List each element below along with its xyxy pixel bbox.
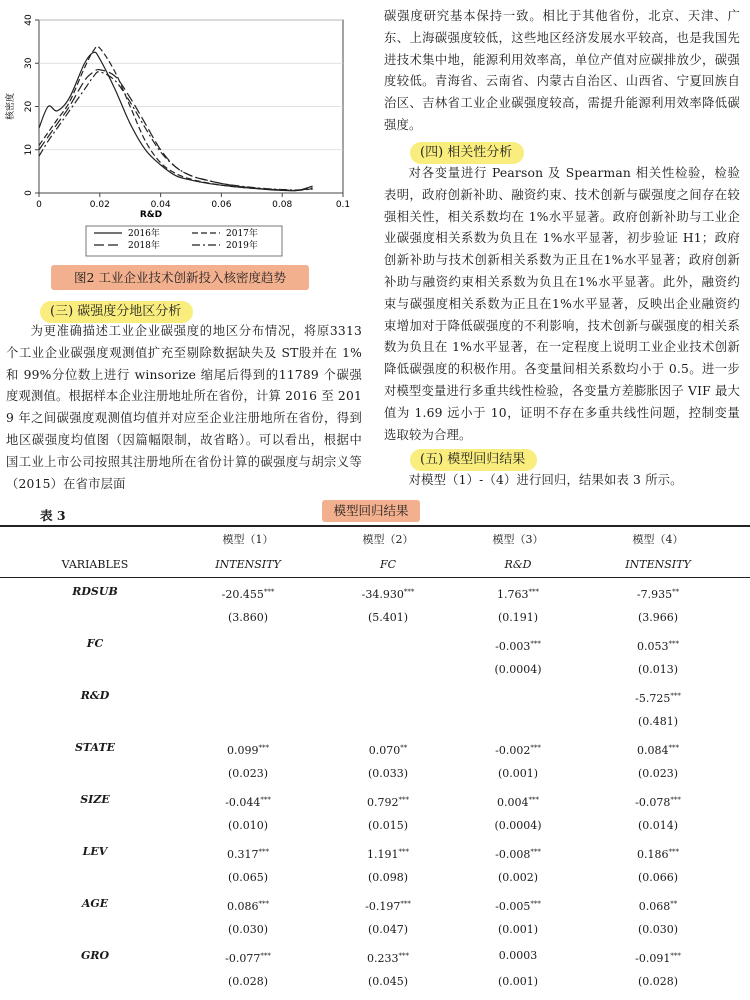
legend-label: 2016年 — [128, 229, 160, 239]
coefficient-cell: -0.005*** — [495, 900, 541, 913]
dependent-variable-header: INTENSITY — [215, 558, 281, 571]
std-error-cell: (0.013) — [637, 663, 679, 676]
coefficient-cell: -5.725*** — [635, 692, 681, 705]
coefficient-cell: -0.002*** — [495, 744, 541, 757]
section-5-paragraph: 对模型（1）-（4）进行回归，结果如表 3 所示。 — [408, 473, 683, 487]
kernel-density-chart — [0, 0, 366, 262]
row-variable-name: AGE — [81, 897, 109, 910]
std-error-cell: (0.047) — [367, 923, 409, 936]
section-4-paragraph: 对各变量进行 Pearson 及 Spearman 相关性检验，检验表明，政府创新补助、融资约束、技术创新与碳强度之间存在较强相关性，相关系数均在 1%水平显著。政府创新补助与工业企业碳强度相关系数为负且在 1%水平显著，初步验证 H1；政府创新补助与技术创新相关系数为正且在1%水平显著；政府创新补助与融资约束相关系数为负且在1%水平显著。此外，融资约束与碳强度相关系数为正且在1%水平显著，反映出企业融资约束增加对于降低碳强度的不利影响，技术创新与碳强度的相关系数为负且在 1%水平显著，在一定程度上说明工业企业技术创新降低碳强度的积极作用。各变量间相关系数均小于 0.5。进一步对模型变量进行多重共线性检验，各变量方差膨胀因子 VIF 最大值为 1.69 远小于 10，证明不存在多重共线性问题，控制变量选取较为合理。 — [384, 166, 741, 442]
row-variable-name: SIZE — [80, 793, 110, 806]
row-variable-name: R&D — [80, 689, 110, 702]
std-error-cell: (0.191) — [497, 611, 539, 624]
legend-label: 2018年 — [128, 241, 160, 251]
coefficient-cell: 0.068** — [638, 900, 678, 913]
y-tick-label: 40 — [24, 14, 34, 26]
std-error-cell: (0.030) — [637, 923, 679, 936]
x-tick-label: 0.04 — [150, 200, 171, 210]
std-error-cell: (0.015) — [367, 819, 409, 832]
table-title: 模型回归结果 — [322, 500, 420, 522]
std-error-cell: (3.966) — [637, 611, 679, 624]
coefficient-cell: 0.084*** — [637, 744, 679, 757]
x-axis-label: R&D — [139, 210, 163, 220]
std-error-cell: (0.001) — [497, 923, 539, 936]
table-header-rule — [0, 577, 750, 578]
table-label: 表 3 — [40, 508, 66, 523]
coefficient-cell: 0.099*** — [227, 744, 269, 757]
std-error-cell: (0.030) — [227, 923, 269, 936]
std-error-cell: (0.023) — [227, 767, 269, 780]
section-5-heading: (五) 模型回归结果 — [410, 449, 537, 471]
y-tick-label: 0 — [24, 190, 34, 196]
section-4-heading: (四) 相关性分析 — [410, 142, 524, 164]
std-error-cell: (0.028) — [637, 975, 679, 988]
std-error-cell: (0.002) — [497, 871, 539, 884]
std-error-cell: (0.0004) — [494, 819, 542, 832]
coefficient-cell: -0.044*** — [225, 796, 271, 809]
row-variable-name: STATE — [74, 741, 116, 754]
model-header: 模型（3） — [492, 533, 544, 546]
row-variable-name: LEV — [82, 845, 108, 858]
legend-label: 2019年 — [226, 241, 258, 251]
std-error-cell: (0.065) — [227, 871, 269, 884]
section-3-continued-paragraph: 碳强度研究基本保持一致。相比于其他省份，北京、天津、广东、上海碳强度较低，这些地区经济发展水平较高，也是我国先进技术集中地，能源利用效率高，单位产值对应碳排放少，碳强度较低。青海省、云南省、内蒙古自治区、山西省、宁夏回族自治区、吉林省工业企业碳强度较高，需提升能源利用效率降低碳强度。 — [384, 9, 740, 132]
coefficient-cell: -0.077*** — [225, 952, 271, 965]
coefficient-cell: 0.792*** — [367, 796, 409, 809]
std-error-cell: (3.860) — [227, 611, 269, 624]
y-tick-label: 20 — [24, 100, 34, 113]
dependent-variable-header: INTENSITY — [625, 558, 691, 571]
dependent-variable-header: R&D — [504, 558, 532, 571]
coefficient-cell: -0.091*** — [635, 952, 681, 965]
std-error-cell: (0.033) — [367, 767, 409, 780]
x-tick-label: 0.08 — [272, 200, 293, 210]
legend-label: 2017年 — [226, 229, 258, 239]
coefficient-cell: -0.078*** — [635, 796, 681, 809]
coefficient-cell: -7.935** — [636, 588, 680, 601]
table-top-rule — [0, 525, 750, 527]
section-3-paragraph: 为更准确描述工业企业碳强度的地区分布情况，将原3313 个工业企业碳强度观测值扩充至剔除数据缺失及 ST股并在 1%和 99%分位数上进行 winsorize 缩尾后得到的11789 个碳强度观测值。根据样本企业注册地址所在省份，计算 2016 至 2019 年之间碳强度观测值均值并对应至企业注册地所在省份，得到地区碳强度均值图（因篇幅限制，故省略）。可以看出，根据中国工业上市公司按照其注册地所在省份计算的碳强度与胡宗义等（2015）在省市层面 — [6, 324, 362, 491]
std-error-cell: (0.481) — [637, 715, 679, 728]
y-tick-label: 10 — [24, 144, 34, 156]
std-error-cell: (0.014) — [637, 819, 679, 832]
section-3-heading: (三) 碳强度分地区分析 — [40, 301, 193, 323]
std-error-cell: (0.010) — [227, 819, 269, 832]
coefficient-cell: -34.930*** — [361, 588, 415, 601]
kernel-density-figure — [0, 0, 366, 262]
coefficient-cell: 1.763*** — [497, 588, 539, 601]
coefficient-cell: -0.197*** — [365, 900, 411, 913]
model-header: 模型（2） — [362, 533, 414, 546]
std-error-cell: (5.401) — [367, 611, 409, 624]
coefficient-cell: -20.455*** — [221, 588, 275, 601]
std-error-cell: (0.066) — [637, 871, 679, 884]
coefficient-cell: 0.186*** — [637, 848, 679, 861]
std-error-cell: (0.023) — [637, 767, 679, 780]
coefficient-cell: -0.008*** — [495, 848, 541, 861]
row-variable-name: FC — [86, 637, 104, 650]
x-tick-label: 0.02 — [89, 200, 110, 210]
coefficient-cell: 0.070** — [368, 744, 408, 757]
coefficient-cell: 0.0003 — [498, 949, 538, 962]
row-variable-name: RDSUB — [72, 585, 118, 598]
std-error-cell: (0.098) — [367, 871, 409, 884]
std-error-cell: (0.0004) — [494, 663, 542, 676]
coefficient-cell: 0.086*** — [227, 900, 269, 913]
dependent-variable-header: FC — [379, 558, 397, 571]
coefficient-cell: 0.004*** — [497, 796, 539, 809]
x-tick-label: 0.06 — [211, 200, 232, 210]
std-error-cell: (0.001) — [497, 975, 539, 988]
y-axis-label: 核密度 — [6, 92, 16, 121]
coefficient-cell: -0.003*** — [495, 640, 541, 653]
row-variable-name: GRO — [80, 949, 110, 962]
x-tick-label: 0.1 — [335, 200, 351, 210]
figure-caption: 图2 工业企业技术创新投入核密度趋势 — [51, 265, 309, 290]
std-error-cell: (0.001) — [497, 767, 539, 780]
model-header: 模型（1） — [222, 533, 274, 546]
y-tick-label: 30 — [24, 57, 34, 69]
model-header: 模型（4） — [632, 533, 684, 546]
x-tick-label: 0 — [36, 200, 42, 210]
std-error-cell: (0.045) — [367, 975, 409, 988]
coefficient-cell: 1.191*** — [367, 848, 409, 861]
std-error-cell: (0.028) — [227, 975, 269, 988]
coefficient-cell: 0.053*** — [637, 640, 679, 653]
variables-header: VARIABLES — [61, 558, 129, 571]
coefficient-cell: 0.317*** — [227, 848, 269, 861]
coefficient-cell: 0.233*** — [367, 952, 409, 965]
